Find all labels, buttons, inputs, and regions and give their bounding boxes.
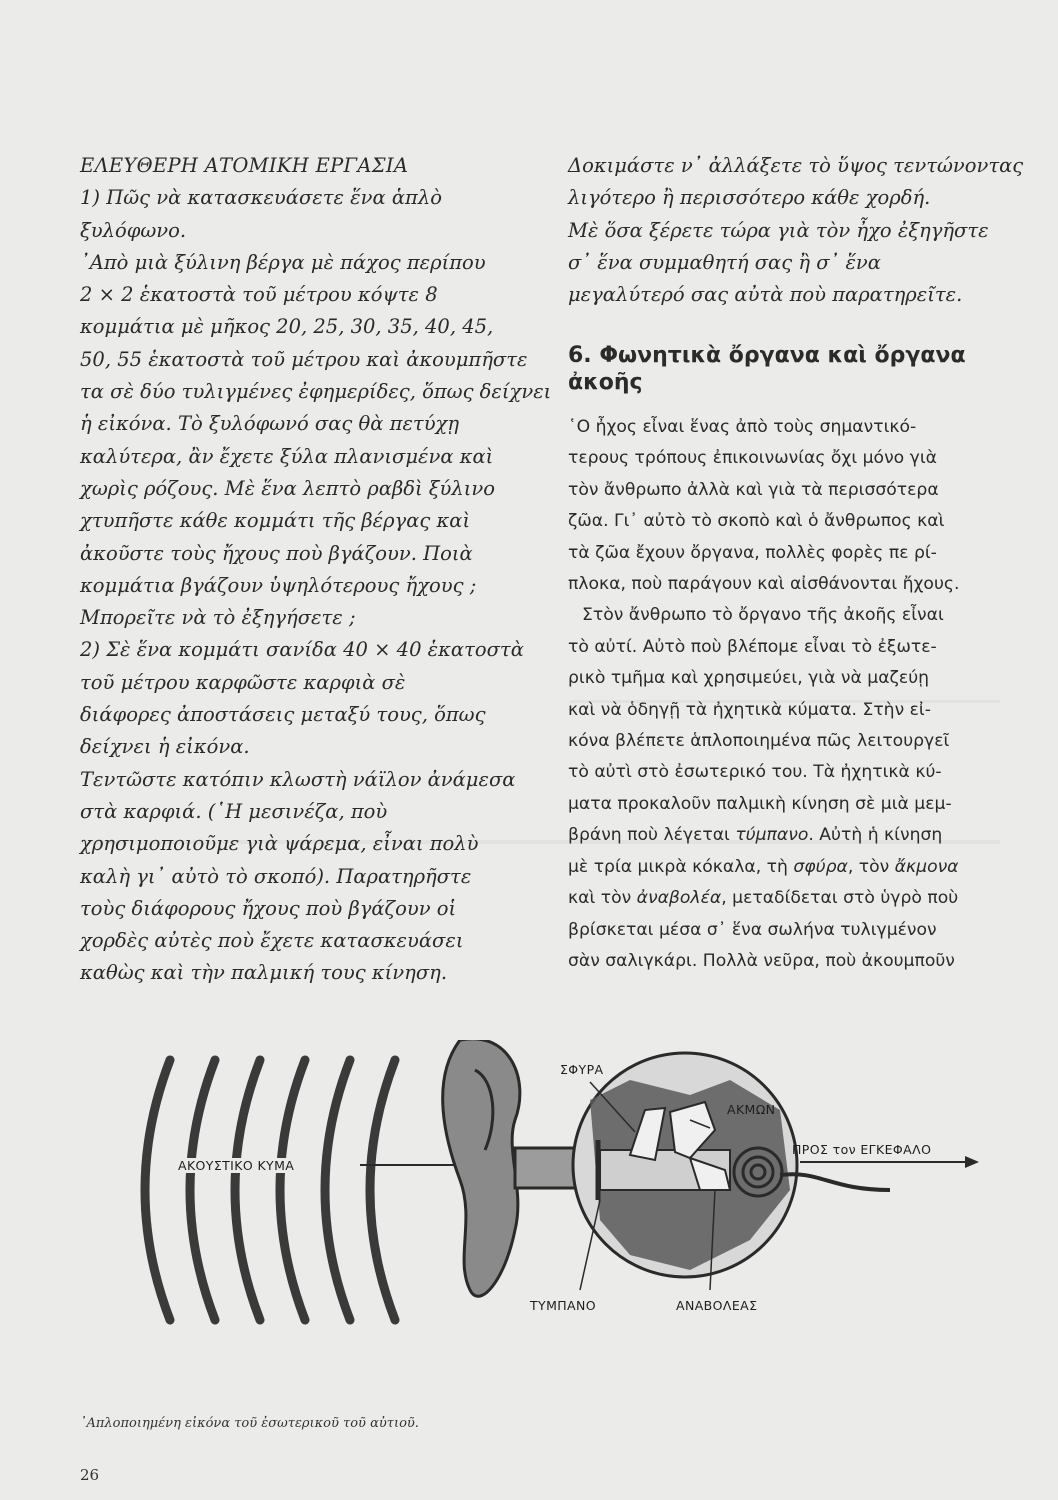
section-body — [568, 412, 1000, 977]
text-line: λιγότερο ἢ περισσότερο κάθε χορδή. — [568, 186, 931, 210]
text-line: κομμάτια μὲ μῆκος 20, 25, 30, 35, 40, 45, — [80, 315, 494, 339]
ear-diagram — [130, 1040, 990, 1330]
left-column — [80, 150, 550, 990]
text-span: . Αὐτὴ ἡ κίνηση — [808, 825, 943, 846]
label-stirrup: ΑΝΑΒΟΛΕΑΣ — [676, 1298, 758, 1313]
text-line: κόνα βλέπετε ἁπλοποιημένα πῶς λειτουργεῖ — [568, 731, 950, 752]
section-title-line: 6. Φωνητικὰ ὄργανα καὶ ὄργανα — [568, 343, 966, 368]
right-column-intro — [568, 150, 1024, 311]
text-line: Μπορεῖτε νὰ τὸ ἐξηγήσετε ; — [80, 606, 356, 630]
section-title — [568, 342, 988, 396]
outer-ear — [443, 1040, 520, 1296]
page-number: 26 — [80, 1466, 100, 1484]
text-line: τοῦ μέτρου καρφῶστε καρφιὰ σὲ — [80, 670, 406, 694]
section-title-line: ἀκοῆς — [568, 370, 643, 395]
text-span: , μεταδίδεται στὸ ὑγρὸ ποὺ — [721, 888, 959, 909]
text-line: καλὴ γι᾿ αὐτὸ τὸ σκοπό). Παρατηρῆστε — [80, 864, 472, 888]
label-eardrum: ΤΥΜΠΑΝΟ — [530, 1298, 596, 1313]
text-line: πλοκα, ποὺ παράγουν καὶ αἰσθάνονται ἤχους. — [568, 574, 960, 595]
text-line: 1) Πῶς νὰ κατασκευάσετε ἕνα ἁπλὸ — [80, 186, 442, 210]
text-line: καλύτερα, ἂν ἔχετε ξύλα πλανισμένα καὶ — [80, 444, 494, 468]
text-line: ῾Ο ἦχος εἶναι ἕνας ἀπὸ τοὺς σημαντικό- — [568, 417, 917, 437]
text-line: ξυλόφωνο. — [80, 218, 187, 242]
assignment-heading: ΕΛΕΥΘΕΡΗ ΑΤΟΜΙΚΗ ΕΡΓΑΣΙΑ — [80, 154, 409, 177]
label-sound-wave: ΑΚΟΥΣΤΙΚΟ ΚΥΜΑ — [174, 1158, 298, 1173]
text-line: 50, 55 ἑκατοστὰ τοῦ μέτρου καὶ ἀκουμπῆστε — [80, 347, 528, 371]
term-hammer: σφύρα — [793, 856, 848, 877]
text-line: 2) Σὲ ἕνα κομμάτι σανίδα 40 × 40 ἑκατοστὰ — [80, 638, 524, 662]
sound-wave-arcs — [145, 1060, 395, 1320]
text-line: Μὲ ὅσα ξέρετε τώρα γιὰ τὸν ἦχο ἐξηγῆστε — [568, 218, 989, 242]
text-line: Δοκιμάστε ν᾿ ἀλλάξετε τὸ ὕψος τεντώνοντας — [568, 154, 1024, 177]
text-line: χρησιμοποιοῦμε γιὰ ψάρεμα, εἶναι πολὺ — [80, 832, 479, 856]
text-line — [568, 852, 1000, 883]
text-line: τὸν ἄνθρωπο ἀλλὰ καὶ γιὰ τὰ περισσότερα — [568, 479, 939, 500]
text-span: μὲ τρία μικρὰ κόκαλα, τὴ — [568, 856, 794, 877]
text-span: , τὸν — [847, 856, 895, 877]
text-line: Στὸν ἄνθρωπο τὸ ὄργανο τῆς ἀκοῆς εἶναι — [582, 605, 944, 626]
text-line: σὰν σαλιγκάρι. Πολλὰ νεῦρα, ποὺ ἀκουμποῦν — [568, 950, 955, 971]
ear-diagram-drawing — [130, 1040, 990, 1330]
text-line: χωρὶς ρόζους. Μὲ ἕνα λεπτὸ ραβδὶ ξύλινο — [80, 476, 495, 500]
text-line — [568, 820, 1000, 851]
text-line: δείχνει ἡ εἰκόνα. — [80, 735, 250, 759]
text-line: στὰ καρφιά. (῾Η μεσινέζα, ποὺ — [80, 799, 388, 823]
text-line: ματα προκαλοῦν παλμικὴ κίνηση σὲ μιὰ μεμ- — [568, 793, 952, 814]
term-eardrum: τύμπανο — [735, 825, 809, 846]
text-span: καὶ τὸν — [568, 888, 637, 909]
text-line: διάφορες ἀποστάσεις μεταξύ τους, ὅπως — [80, 703, 486, 727]
text-line: κομμάτια βγάζουν ὑψηλότερους ἤχους ; — [80, 573, 477, 597]
text-line: σ᾿ ἕνα συμμαθητή σας ἢ σ᾿ ἕνα — [568, 250, 881, 274]
text-span: βράνη ποὺ λέγεται — [568, 825, 736, 846]
wave-arc — [190, 1060, 215, 1320]
text-line: χτυπῆστε κάθε κομμάτι τῆς βέργας καὶ — [80, 509, 471, 533]
figure-caption: ᾿Απλοποιημένη εἰκόνα τοῦ ἐσωτερικοῦ τοῦ αὐτιοῦ. — [80, 1416, 419, 1431]
text-line: καὶ νὰ ὁδηγῇ τὰ ἠχητικὰ κύματα. Στὴν εἰ- — [568, 699, 931, 720]
wave-arc — [280, 1060, 305, 1320]
brain-arrow-head — [965, 1156, 979, 1168]
text-line: ἡ εἰκόνα. Τὸ ξυλόφωνό σας θὰ πετύχῃ — [80, 412, 460, 436]
wave-arc — [370, 1060, 395, 1320]
text-line: τα σὲ δύο τυλιγμένες ἐφημερίδες, ὅπως δείχνει — [80, 380, 552, 404]
label-anvil: ΑΚΜΩΝ — [727, 1102, 776, 1117]
text-line: βρίσκεται μέσα σ᾿ ἕνα σωλήνα τυλιγμένον — [568, 919, 937, 940]
text-line: ζῶα. Γι᾿ αὐτὸ τὸ σκοπὸ καὶ ὁ ἄνθρωπος καὶ — [568, 511, 945, 532]
text-line: τὸ αὐτὶ στὸ ἐσωτερικό του. Τὰ ἠχητικὰ κύ- — [568, 762, 942, 783]
label-to-brain: ΠΡΟΣ τον ΕΓΚΕΦΑΛΟ — [792, 1142, 932, 1157]
text-line: τὰ ζῶα ἔχουν ὄργανα, πολλὲς φορὲς πε ρί- — [568, 542, 937, 563]
text-line: μεγαλύτερό σας αὐτὰ ποὺ παρατηρεῖτε. — [568, 283, 963, 307]
text-line: ἀκοῦστε τοὺς ἤχους ποὺ βγάζουν. Ποιὰ — [80, 541, 473, 565]
text-line: τερους τρόπους ἐπικοινωνίας ὄχι μόνο γιὰ — [568, 448, 937, 469]
label-hammer: ΣΦΥΡΑ — [560, 1062, 604, 1077]
text-line: ᾿Απὸ μιὰ ξύλινη βέργα μὲ πάχος περίπου — [80, 250, 486, 274]
text-line: τοὺς διάφορους ἤχους ποὺ βγάζουν οἱ — [80, 896, 457, 920]
text-line: χορδὲς αὐτὲς ποὺ ἔχετε κατασκευάσει — [80, 929, 464, 953]
term-stirrup: ἀναβολέα — [636, 888, 722, 909]
wave-arc — [325, 1060, 350, 1320]
wave-arc — [145, 1060, 170, 1320]
text-line — [568, 883, 1000, 914]
text-line: τὸ αὐτί. Αὐτὸ ποὺ βλέπομε εἶναι τὸ ἐξωτε- — [568, 636, 937, 657]
text-line: Τεντῶστε κατόπιν κλωστὴ νάϊλον ἀνάμεσα — [80, 767, 516, 791]
text-line: καθὼς καὶ τὴν παλμική τους κίνηση. — [80, 961, 448, 985]
text-line: ρικὸ τμῆμα καὶ χρησιμεύει, γιὰ νὰ μαζεύῃ — [568, 668, 930, 689]
term-anvil: ἄκμονα — [894, 856, 959, 877]
wave-arc — [235, 1060, 260, 1320]
text-line: 2 × 2 ἑκατοστὰ τοῦ μέτρου κόψτε 8 — [80, 283, 438, 307]
